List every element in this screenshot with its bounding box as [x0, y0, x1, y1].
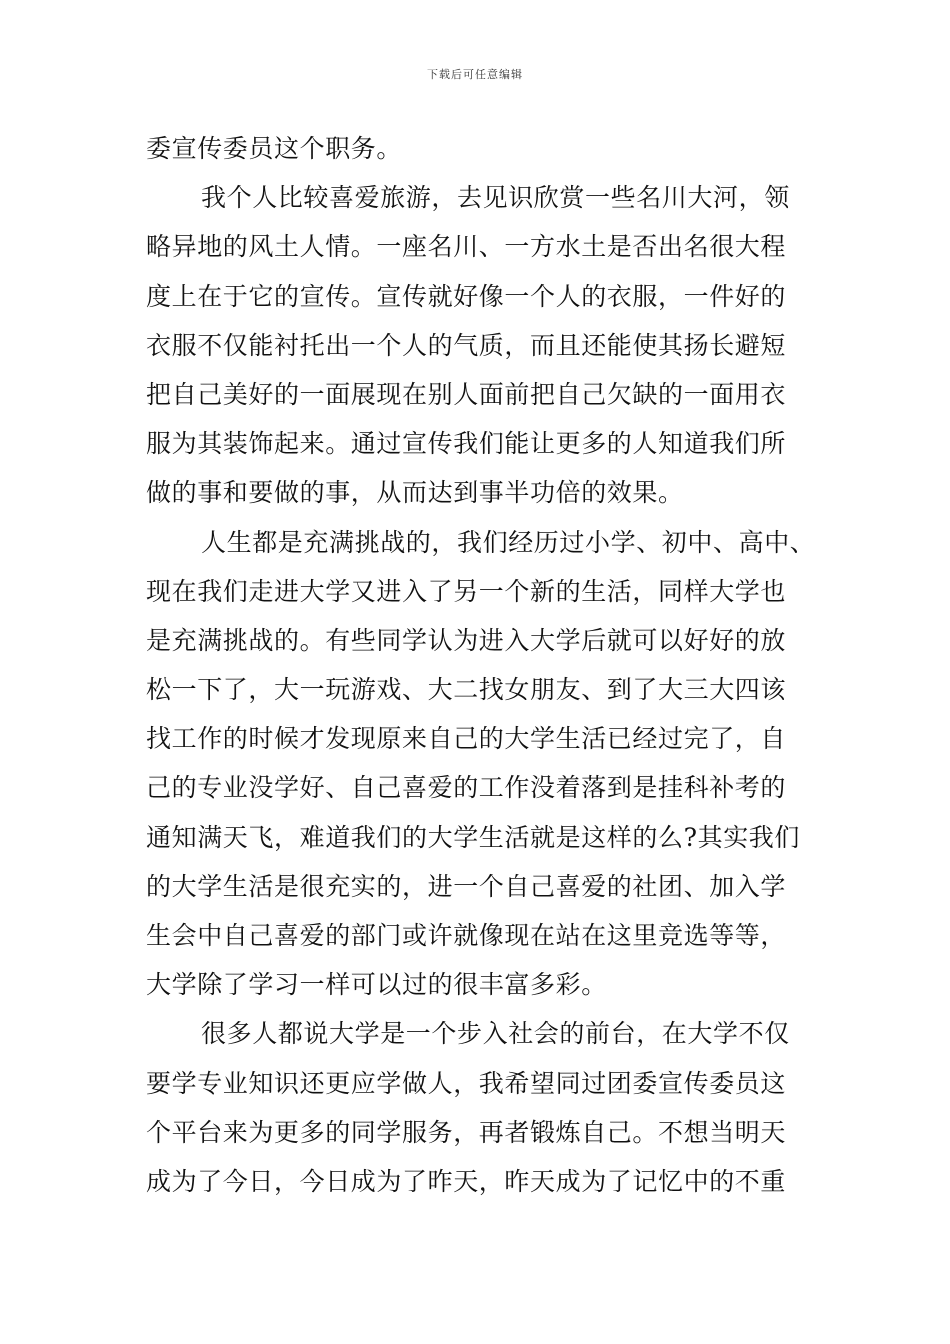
text-line: 委宣传委员这个职务。 [146, 134, 403, 163]
text-line: 的大学生活是很充实的，进一个自己喜爱的社团、加入学 [146, 871, 787, 901]
document-body [146, 124, 816, 1206]
text-line: 通知满天飞，难道我们的大学生活就是这样的么?其实我们 [146, 822, 801, 852]
text-line: 很多人都说大学是一个步入社会的前台，在大学不仅 [201, 1019, 790, 1049]
text-line: 把自己美好的一面展现在别人面前把自己欠缺的一面用衣 [146, 379, 787, 409]
text-line: 是充满挑战的。有些同学认为进入大学后就可以好好的放 [146, 625, 787, 655]
text-line: 做的事和要做的事，从而达到事半功倍的效果。 [146, 478, 684, 508]
text-line: 己的专业没学好、自己喜爱的工作没着落到是挂科补考的 [146, 773, 787, 803]
text-line: 人生都是充满挑战的，我们经历过小学、初中、高中、 [201, 527, 816, 557]
text-line: 要学专业知识还更应学做人，我希望同过团委宣传委员这 [146, 1068, 787, 1098]
page-header-note: 下载后可任意编辑 [427, 68, 523, 81]
text-line: 松一下了，大一玩游戏、大二找女朋友、到了大三大四该 [146, 675, 787, 705]
text-line: 大学除了学习一样可以过的很丰富多彩。 [146, 970, 607, 1000]
text-line: 我个人比较喜爱旅游，去见识欣赏一些名川大河，领 [201, 183, 790, 213]
text-line: 服为其装饰起来。通过宣传我们能让更多的人知道我们所 [146, 429, 787, 459]
text-line: 度上在于它的宣传。宣传就好像一个人的衣服，一件好的 [146, 281, 787, 311]
text-line: 成为了今日，今日成为了昨天，昨天成为了记忆中的不重 [146, 1166, 787, 1196]
text-line: 现在我们走进大学又进入了另一个新的生活，同样大学也 [146, 576, 787, 606]
text-line: 找工作的时候才发现原来自己的大学生活已经过完了，自 [146, 724, 787, 754]
text-line: 个平台来为更多的同学服务，再者锻炼自己。不想当明天 [146, 1117, 787, 1147]
text-line: 略异地的风土人情。一座名川、一方水土是否出名很大程 [146, 232, 787, 262]
text-line: 衣服不仅能衬托出一个人的气质，而且还能使其扬长避短 [146, 330, 787, 360]
text-line: 生会中自己喜爱的部门或许就像现在站在这里竞选等等， [146, 921, 787, 950]
